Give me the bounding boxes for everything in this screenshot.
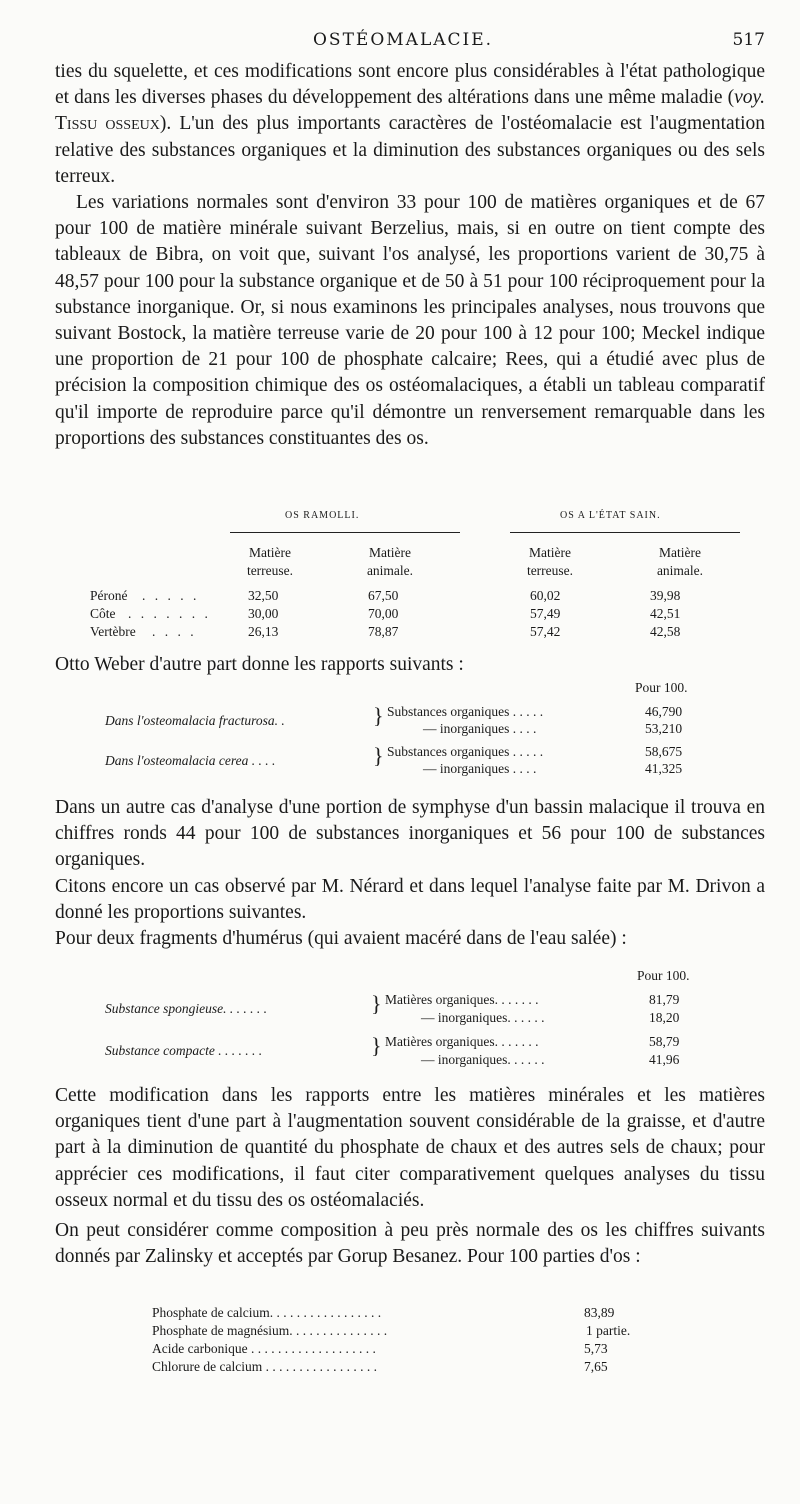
paragraph-4: Dans un autre cas d'analyse d'une portion de symphyse d'un bassin malacique il trouva en chiffres ronds 44 pour 100 de substances inorganiques et 56 pour 100 de substances organiques. xyxy=(55,797,765,871)
section-lower xyxy=(55,1083,765,1270)
table-row: Côte . . . . . . . 30,00 70,00 57,49 42,51 xyxy=(90,606,681,621)
table-row: Péroné . . . . . 32,50 67,50 60,02 39,98 xyxy=(90,588,681,603)
brace-healthy xyxy=(510,532,740,539)
group-header-softened: OS RAMOLLI. xyxy=(285,510,360,521)
weber-table: Pour 100. Dans l'osteomalacia fracturosa. . } Substances organiques . . . . . 46,790 — inorganiques . . . . 53,210 Dans l'osteomalacia cerea . . . . } Substances organiques . . . . . 58,675 — inorganiques . . . . 41,325 xyxy=(105,680,688,776)
paragraph-7: Cette modification dans les rapports entre les matières minérales et les matières organiques tient d'une part à l'augmentation souvent considérable de la graisse, et d'autre part à la diminution de quantité du phosphate de chaux et des autres sels de chaux; pour apprécier ces modifications, il faut citer comparativement quelques analyses du tissu osseux normal et du tissu des os ostéomalaciés. xyxy=(55,1085,765,1211)
running-title: OSTÉOMALACIE. xyxy=(313,30,494,50)
table-row: Vertèbre . . . . 26,13 78,87 57,42 42,58 xyxy=(90,624,681,639)
zalinsky-table xyxy=(152,1305,672,1377)
paragraph-2: Les variations normales sont d'environ 33 pour 100 de matières organiques et de 67 pour 100 de matière minérale suivant Berzelius, mais, si en outre on tient compte des tableaux de Bibra, on voit que, suivant l'os analysé, les proportions varient de 30,75 à 48,57 pour 100 pour la substance organique et de 50 à 51 pour 100 réciproquement pour la substance inorganique. Or, si nous examinons les principales analyses, nous trouvons que suivant Bostock, la matière terreuse varie de 20 pour 100 à 12 pour 100; Meckel indique une proportion de 21 pour 100 de phosphate calcaire; Rees, qui a étudié avec plus de précision la composition chimique des os ostéomalaciques, a établi un tableau comparatif qu'il importe de reproduire parce qu'il démontre un renversement remarquable dans les proportions des substances constituantes des os. xyxy=(55,192,765,449)
paragraph-8: On peut considérer comme composition à peu près normale des os les chiffres suivants donnés par Zalinsky et acceptés par Gorup Besanez. Pour 100 parties d'os : xyxy=(55,1220,765,1268)
table-row: Chlorure de calcium . . . . . . . . . . . . . . . . . 7,65 xyxy=(152,1359,608,1374)
brace: } xyxy=(373,703,384,728)
table-row: Phosphate de calcium. . . . . . . . . . . . . . . . . 83,89 xyxy=(152,1305,615,1320)
brace-softened xyxy=(230,532,460,539)
weber-row-label: Dans l'osteomalacia fracturosa. . xyxy=(105,713,285,728)
humerus-unit: Pour 100. xyxy=(637,968,690,983)
weber-unit: Pour 100. xyxy=(635,680,688,695)
brace: } xyxy=(371,1033,382,1058)
section-middle xyxy=(55,795,765,952)
humerus-table: Pour 100. Substance spongieuse. . . . . . . } Matières organiques. . . . . . . 81,79 — inorganiques. . . . . . 18,20 Substance compacte . . . . . . . } Matières organiques. . . . . . . 58,79 — inorganiques. . . . . . 41,96 xyxy=(105,968,690,1067)
page xyxy=(55,30,765,452)
cross-reference: Tissu osseux xyxy=(55,113,160,135)
brace: } xyxy=(373,743,384,768)
table-row: Acide carbonique . . . . . . . . . . . . . . . . . . . 5,73 xyxy=(152,1341,608,1356)
table-row: Phosphate de magnésium. . . . . . . . . . . . . . . 1 partie. xyxy=(152,1323,631,1338)
paragraph-6: Pour deux fragments d'humérus (qui avaient macéré dans de l'eau salée) : xyxy=(55,928,627,950)
humerus-row-label: Substance compacte . . . . . . . xyxy=(105,1043,263,1058)
col-header-3: Matière terreuse. xyxy=(526,545,574,578)
voy-abbrev: voy. xyxy=(734,87,765,109)
running-header xyxy=(55,30,765,56)
paragraph-1-text-b: ). L'un des plus importants caractères de l'ostéomalacie est l'augmentation relative des substances organiques et la diminution des substances organiques ou des sels terreux. xyxy=(55,113,765,187)
group-header-healthy: OS A L'ÉTAT SAIN. xyxy=(560,510,661,521)
col-header-1: Matière terreuse. xyxy=(246,545,294,578)
paragraph-3: Otto Weber d'autre part donne les rapports suivants : xyxy=(55,654,464,675)
page-number: 517 xyxy=(732,30,765,50)
weber-row-label: Dans l'osteomalacia cerea . . . . xyxy=(105,753,276,768)
humerus-row-label: Substance spongieuse. . . . . . . xyxy=(105,1001,267,1016)
col-header-2: Matière animale. xyxy=(366,545,414,578)
paragraph-1 xyxy=(55,59,765,190)
brace: } xyxy=(371,991,382,1016)
paragraph-1-text-a: ties du squelette, et ces modifications sont encore plus considérables à l'état pathologique et dans les diverses phases du développement des altérations dans une même maladie ( xyxy=(55,61,765,109)
col-header-4: Matière animale. xyxy=(656,545,704,578)
paragraph-5: Citons encore un cas observé par M. Nérard et dans lequel l'analyse faite par M. Drivon a donné les proportions suivantes. xyxy=(55,875,765,923)
